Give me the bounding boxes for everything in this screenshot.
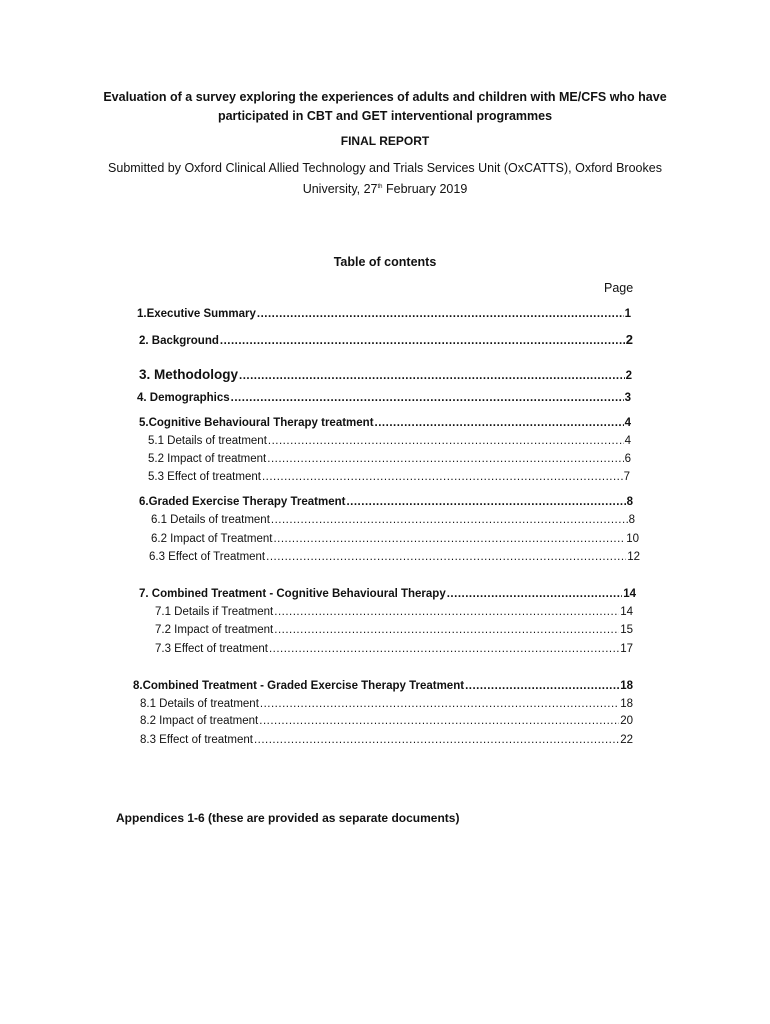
toc-heading: Table of contents bbox=[333, 255, 437, 269]
toc-entry-label: 7.2 Impact of treatment bbox=[155, 624, 274, 636]
toc-entry-label: 8.2 Impact of treatment bbox=[140, 715, 259, 727]
toc-entry-label: 5.2 Impact of treatment bbox=[148, 453, 267, 465]
toc-entry-cbt-impact[interactable] bbox=[148, 451, 631, 467]
toc-leader-dots bbox=[257, 306, 624, 322]
toc-entry-page: 20 bbox=[620, 715, 633, 727]
toc-leader-dots bbox=[231, 390, 624, 406]
toc-entry-get-impact[interactable] bbox=[151, 531, 639, 547]
toc-entry-label: 6.1 Details of treatment bbox=[151, 514, 270, 526]
toc-entry-label: 7.3 Effect of treatment bbox=[155, 643, 268, 655]
toc-entry-combined-cbt-impact[interactable] bbox=[155, 622, 633, 638]
toc-entry-cbt-effect[interactable] bbox=[148, 469, 630, 485]
toc-leader-dots bbox=[274, 622, 619, 638]
date-ordinal-suffix: th bbox=[377, 184, 383, 190]
toc-entry-cbt-details[interactable] bbox=[148, 433, 631, 449]
toc-leader-dots bbox=[465, 678, 619, 694]
toc-entry-cbt-treatment[interactable] bbox=[139, 415, 631, 431]
toc-entry-page: 6 bbox=[624, 453, 631, 465]
toc-leader-dots bbox=[273, 531, 625, 547]
toc-leader-dots bbox=[268, 433, 624, 449]
toc-entry-page: 4 bbox=[624, 435, 631, 447]
toc-entry-page: 18 bbox=[620, 680, 633, 692]
toc-entry-label: 6.2 Impact of Treatment bbox=[151, 533, 273, 545]
toc-leader-dots bbox=[254, 732, 619, 748]
toc-entry-demographics[interactable] bbox=[137, 390, 631, 406]
toc-leader-dots bbox=[260, 696, 619, 712]
toc-entry-combined-cbt[interactable] bbox=[139, 586, 636, 602]
toc-entry-page: 7 bbox=[623, 471, 630, 483]
appendices-note: Appendices 1-6 (these are provided as separate documents) bbox=[116, 811, 460, 825]
toc-entry-page: 4 bbox=[624, 417, 631, 429]
toc-page-column-label: Page bbox=[604, 281, 634, 295]
toc-entry-label: 8.1 Details of treatment bbox=[140, 698, 259, 710]
title-line-1: Evaluation of a survey exploring the experiences of adults and children with ME/CFS who have bbox=[103, 90, 667, 104]
toc-entry-combined-get[interactable] bbox=[133, 678, 633, 694]
toc-entry-label: 6.3 Effect of Treatment bbox=[149, 551, 266, 563]
toc-entry-combined-get-details[interactable] bbox=[140, 696, 633, 712]
toc-entry-page: 2 bbox=[625, 370, 632, 382]
document-title bbox=[0, 88, 770, 126]
toc-leader-dots bbox=[271, 512, 628, 528]
toc-leader-dots bbox=[375, 415, 624, 431]
toc-leader-dots bbox=[274, 604, 619, 620]
toc-leader-dots bbox=[447, 586, 622, 602]
toc-leader-dots bbox=[346, 494, 625, 510]
toc-entry-page: 14 bbox=[623, 588, 636, 600]
submission-date-suffix: February 2019 bbox=[382, 182, 468, 197]
submission-line-1: Submitted by Oxford Clinical Allied Technology and Trials Services Unit (OxCATTS), Oxford Brookes bbox=[108, 161, 662, 175]
toc-leader-dots bbox=[262, 469, 623, 485]
toc-entry-label: 1.Executive Summary bbox=[137, 308, 256, 320]
toc-entry-page: 12 bbox=[627, 551, 640, 563]
toc-leader-dots bbox=[267, 451, 623, 467]
toc-entry-page: 2 bbox=[625, 332, 633, 347]
report-type-label: FINAL REPORT bbox=[340, 134, 430, 148]
submission-line-2 bbox=[0, 178, 770, 199]
toc-entry-methodology[interactable] bbox=[139, 367, 632, 383]
toc-entry-label: 2. Background bbox=[139, 335, 219, 347]
toc-entry-get-effect[interactable] bbox=[149, 549, 640, 565]
toc-entry-page: 1 bbox=[624, 308, 631, 320]
toc-entry-executive-summary[interactable] bbox=[137, 306, 631, 322]
toc-entry-label: 7.1 Details if Treatment bbox=[155, 606, 274, 618]
toc-entry-background[interactable] bbox=[139, 332, 633, 348]
toc-entry-label: 5.3 Effect of treatment bbox=[148, 471, 261, 483]
toc-entry-page: 14 bbox=[620, 606, 633, 618]
toc-entry-combined-get-effect[interactable] bbox=[140, 732, 633, 748]
toc-leader-dots bbox=[266, 549, 626, 565]
toc-entry-page: 17 bbox=[620, 643, 633, 655]
toc-entry-label: 6.Graded Exercise Therapy Treatment bbox=[139, 496, 346, 508]
title-line-2: participated in CBT and GET interventional programmes bbox=[217, 109, 553, 123]
toc-entry-page: 8 bbox=[626, 496, 633, 508]
toc-entry-get-details[interactable] bbox=[151, 512, 635, 528]
toc-entry-page: 3 bbox=[624, 392, 631, 404]
toc-leader-dots bbox=[239, 368, 625, 384]
toc-entry-page: 8 bbox=[628, 514, 635, 526]
toc-entry-combined-get-impact[interactable] bbox=[140, 713, 633, 729]
toc-entry-page: 22 bbox=[620, 734, 633, 746]
submission-date-prefix: University, 27 bbox=[302, 182, 378, 197]
toc-entry-label: 7. Combined Treatment - Cognitive Behavioural Therapy bbox=[139, 588, 446, 600]
toc-entry-combined-cbt-details[interactable] bbox=[155, 604, 633, 620]
toc-entry-get-treatment[interactable] bbox=[139, 494, 633, 510]
submission-statement bbox=[0, 159, 770, 199]
toc-entry-label: 4. Demographics bbox=[137, 392, 230, 404]
toc-leader-dots bbox=[220, 333, 625, 349]
toc-entry-page: 18 bbox=[620, 698, 633, 710]
toc-leader-dots bbox=[259, 713, 619, 729]
toc-entry-label: 8.3 Effect of treatment bbox=[140, 734, 253, 746]
toc-entry-page: 10 bbox=[626, 533, 639, 545]
toc-entry-combined-cbt-effect[interactable] bbox=[155, 641, 633, 657]
toc-entry-label: 3. Methodology bbox=[139, 367, 238, 382]
toc-entry-label: 5.Cognitive Behavioural Therapy treatment bbox=[139, 417, 374, 429]
toc-entry-label: 5.1 Details of treatment bbox=[148, 435, 267, 447]
toc-entry-label: 8.Combined Treatment - Graded Exercise Therapy Treatment bbox=[133, 680, 465, 692]
toc-entry-page: 15 bbox=[620, 624, 633, 636]
toc-leader-dots bbox=[269, 641, 619, 657]
